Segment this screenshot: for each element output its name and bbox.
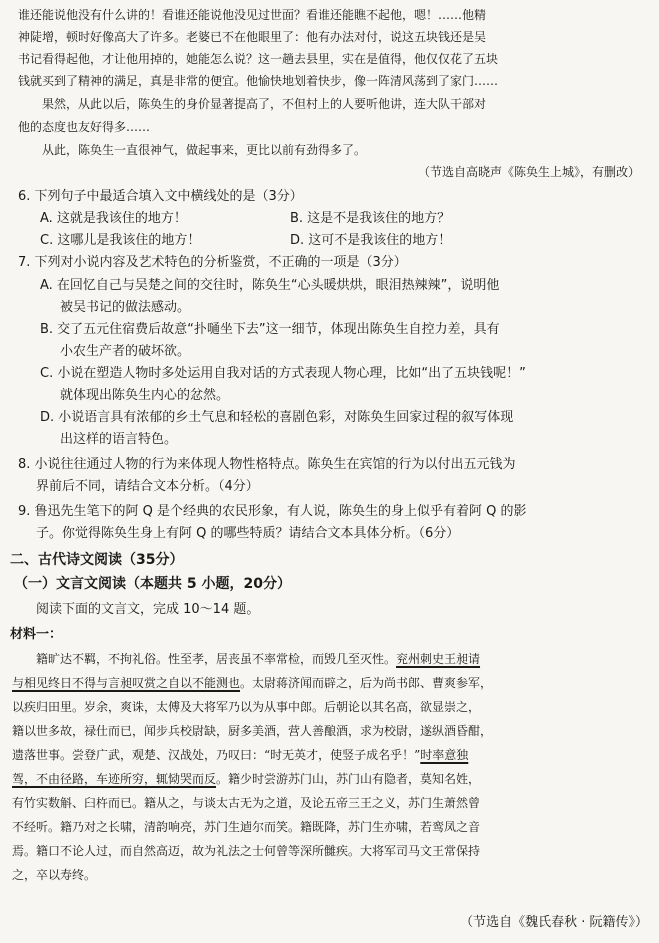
subsection-title: （一）文言文阅读（本题共 5 小题，20分） xyxy=(14,576,291,592)
story-line: 神陡增，顿时好像高大了许多。老婆已不在他眼里了：他有办法对付，说这五块钱还是吴 xyxy=(18,30,487,44)
passage-line xyxy=(36,650,648,668)
passage-source: （节选自《魏氏春秋 · 阮籍传》） xyxy=(460,915,648,930)
q9-stem-cont: 子。你觉得陈奂生身上有阿 Q 的哪些特质？请结合文本具体分析。（6分） xyxy=(36,526,460,541)
passage-line: 之，卒以寿终。 xyxy=(12,868,97,882)
story-line: 谁还能说他没有什么讲的！看谁还能说他没见过世面？看谁还能瞧不起他，嗯！……他精 xyxy=(18,8,487,22)
q7-option-c-cont: 就体现出陈奂生内心的忿然。 xyxy=(60,388,230,403)
passage-line xyxy=(12,674,648,692)
reading-instruction: 阅读下面的文言文，完成 10～14 题。 xyxy=(36,602,260,617)
underlined-sentence: 时率意独 xyxy=(420,748,469,762)
q8-stem: 8. 小说往往通过人物的行为来体现人物性格特点。陈奂生在宾馆的行为以付出五元钱为 xyxy=(18,457,516,472)
passage-line: 以疾归田里。岁余，爽诛，太傅及大将军乃以为从事中郎。后朝论以其名高，欲显崇之， xyxy=(12,700,481,714)
passage-line xyxy=(12,746,648,764)
story-line: 钱就买到了精神的满足，真是非常的便宜。他愉快地划着快步，像一阵清风荡到了家门…… xyxy=(18,74,499,88)
passage-line: 籍以世多故，禄仕而已，闻步兵校尉缺，厨多美酒，营人善酿酒，求为校尉，遂纵酒昏酣， xyxy=(12,724,493,738)
material-label: 材料一： xyxy=(10,627,63,642)
passage-line: 有竹实数斛、臼杵而已。籍从之，与谈太古无为之道，及论五帝三王之义，苏门生萧然曾 xyxy=(12,796,481,810)
story-line: 他的态度也友好得多…… xyxy=(18,120,151,134)
q6-stem: 6. 下列句子中最适合填入文中横线处的是（3分） xyxy=(18,189,303,204)
story-line: 果然，从此以后，陈奂生的身价显著提高了，不但村上的人要听他讲，连大队干部对 xyxy=(42,97,487,111)
q9-stem: 9. 鲁迅先生笔下的阿 Q 是个经典的农民形象，有人说，陈奂生的身上似乎有着阿 Q 的影 xyxy=(18,504,527,519)
q7-stem: 7. 下列对小说内容及艺术特色的分析鉴赏，不正确的一项是（3分） xyxy=(18,255,407,270)
q7-option-a-cont: 被吴书记的做法感动。 xyxy=(60,300,191,315)
passage-text: 。籍少时尝游苏门山，苏门山有隐者，莫知名姓， xyxy=(216,772,481,786)
q7-option-b-cont: 小农生产者的破坏欲。 xyxy=(60,344,191,359)
q7-option-d: D. 小说语言具有浓郁的乡土气息和轻松的喜剧色彩，对陈奂生回家过程的叙写体现 xyxy=(40,410,514,425)
passage-line: 焉。籍口不论人过，而自然高迈，故为礼法之士何曾等深所雠疾。大将军司马文王常保持 xyxy=(12,844,481,858)
q6-option-a: A. 这就是我该住的地方！ xyxy=(40,211,187,226)
q6-option-b: B. 这是不是我该住的地方？ xyxy=(290,211,451,226)
passage-line xyxy=(12,770,648,788)
passage-text: 籍旷达不羁，不拘礼俗。性至孝，居丧虽不率常检，而毁几至灭性。 xyxy=(36,652,397,666)
underlined-sentence: 驾，不由径路，车迹所穷，辄恸哭而反 xyxy=(12,772,217,786)
q7-option-c: C. 小说在塑造人物时多处运用自我对话的方式表现人物心理，比如“出了五块钱呢！” xyxy=(40,366,526,381)
section-title: 二、古代诗文阅读（35分） xyxy=(10,552,184,568)
passage-text: 遗落世事。尝登广武，观楚、汉战处，乃叹曰：“时无英才，使竖子成名乎！” xyxy=(12,748,421,762)
story-line: 书记看得起他，才让他用掉的，她能怎么说？这一趟去县里，实在是值得，他仅仅花了五块 xyxy=(18,52,499,66)
q7-option-d-cont: 出这样的语言特色。 xyxy=(60,432,178,447)
passage-line: 不经听。籍乃对之长啸，清韵响亮，苏门生逌尔而笑。籍既降，苏门生亦啸，若鸾凤之音 xyxy=(12,820,481,834)
underlined-sentence: 与相见终日不得与言昶叹赏之自以不能测也 xyxy=(12,676,241,690)
underlined-sentence: 兖州刺史王昶请 xyxy=(396,652,481,666)
q6-option-c: C. 这哪儿是我该住的地方！ xyxy=(40,233,201,248)
passage-text: 。太尉蒋济闻而辟之，后为尚书郎、曹爽参军， xyxy=(240,676,493,690)
q6-option-d: D. 这可不是我该住的地方！ xyxy=(290,233,452,248)
q8-stem-cont: 界前后不同，请结合文本分析。（4分） xyxy=(36,479,259,494)
q7-option-a: A. 在回忆自己与吴楚之间的交往时，陈奂生“心头暖烘烘，眼泪热辣辣”，说明他 xyxy=(40,278,500,293)
q7-option-b: B. 交了五元住宿费后故意“扑嗵坐下去”这一细节，体现出陈奂生自控力差，具有 xyxy=(40,322,500,337)
story-line: 从此，陈奂生一直很神气，做起事来，更比以前有劲得多了。 xyxy=(42,143,367,157)
story-source: （节选自高晓声《陈奂生上城》，有删改） xyxy=(417,165,640,179)
